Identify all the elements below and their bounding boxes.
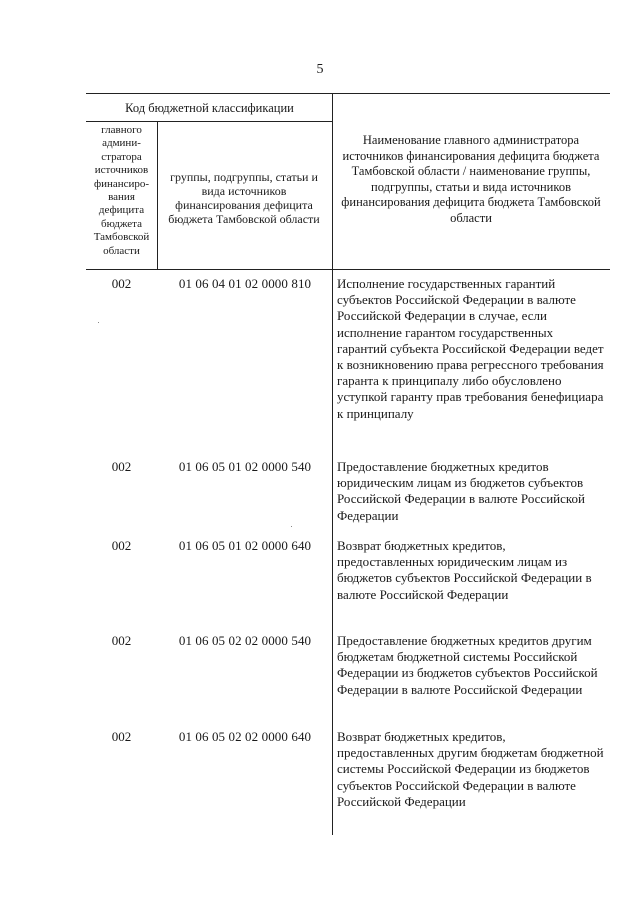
header-code-classification: Код бюджетной классификации [125, 101, 294, 115]
column-divider-1 [157, 121, 158, 269]
row-1-name: Исполнение государственных гарантий субъектов Российской Федерации в валюте Российской Федерации в случае, если исполнение гарантом государственных гарантий субъекта Российской Федерации ведет к возникновению права регрессного требования гаранта к принципалу либо обусловлено уступкой гаранту прав требования бенефициара к принципалу [337, 276, 604, 421]
row-4-name: Предоставление бюджетных кредитов другим бюджетам бюджетной системы Российской Федерации из бюджетов субъектов Российской Федерации в валюте Российской Федерации [337, 633, 598, 697]
table-top-border [86, 93, 610, 94]
column-divider-2 [332, 93, 333, 269]
page-number: 5 [316, 62, 324, 77]
column-divider-2-body [332, 269, 333, 835]
header-group-column: группы, подгруппы, статьи и вида источников финансирования дефицита бюджета Тамбовской области [168, 170, 320, 226]
header-name-column: Наименование главного администратора источников финансирования дефицита бюджета Тамбовской области / наименование группы, подгруппы, статьи и вида источников финансирования дефицита бюджета Тамбовской области [341, 133, 601, 225]
row-3-classification-code: 01 06 05 01 02 0000 640 [178, 538, 312, 553]
row-3-name: Возврат бюджетных кредитов, предоставленных юридическим лицам из бюджетов субъектов Российской Федерации в валюте Российской Федерации [337, 538, 592, 602]
row-5-classification-code: 01 06 05 02 02 0000 640 [178, 729, 312, 744]
row-1-admin-code: 002 [111, 276, 132, 291]
row-4-admin-code: 002 [111, 633, 132, 648]
scan-speck [98, 322, 99, 323]
header-bottom-border [86, 269, 610, 270]
row-1-classification-code: 01 06 04 01 02 0000 810 [178, 276, 312, 291]
row-3-admin-code: 002 [111, 538, 132, 553]
row-2-name: Предоставление бюджетных кредитов юридическим лицам из бюджетов субъектов Российской Федерации в валюте Российской Федерации [337, 459, 585, 523]
row-2-admin-code: 002 [111, 459, 132, 474]
header-admin-column: главного админи-стратора источников финансиро-вания дефицита бюджета Тамбовской области [93, 124, 150, 257]
row-4-classification-code: 01 06 05 02 02 0000 540 [178, 633, 312, 648]
code-header-divider [86, 121, 332, 122]
row-5-name: Возврат бюджетных кредитов, предоставленных другим бюджетам бюджетной системы Российской Федерации из бюджетов субъектов Российской Федерации в валюте Российской Федерации [337, 729, 604, 809]
row-2-classification-code: 01 06 05 01 02 0000 540 [178, 459, 312, 474]
row-5-admin-code: 002 [111, 729, 132, 744]
scan-speck [291, 526, 292, 527]
